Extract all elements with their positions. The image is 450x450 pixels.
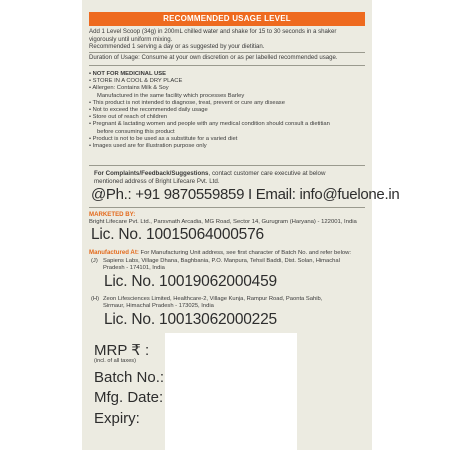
warning-item: before consuming this product xyxy=(97,128,175,135)
warning-item: • This product is not intended to diagnose, treat, prevent or cure any disease xyxy=(89,99,285,106)
unit-tag: (J) xyxy=(91,258,98,264)
manufacturer-note: For Manufacturing Unit address, see first character of Batch No. and refer below: xyxy=(138,250,352,256)
contact-text: , contact customer care executive at below xyxy=(208,170,326,177)
usage-line: vigorously until uniform mixing. xyxy=(89,35,173,43)
usage-line: Add 1 Level Scoop (34g) in 200mL chilled water and shake for 15 to 30 seconds in a shaker xyxy=(89,28,337,35)
usage-header: RECOMMENDED USAGE LEVEL xyxy=(89,12,365,26)
batch-label: Batch No.: xyxy=(94,369,165,386)
contact-text: mentioned address of Bright Lifecare Pvt. Ltd. xyxy=(94,177,220,185)
divider xyxy=(89,165,365,166)
manufacturer-unit xyxy=(91,258,363,272)
mrp-note: (incl. of all taxes) xyxy=(94,358,136,364)
warning-item: • STORE IN A COOL & DRY PLACE xyxy=(89,78,183,85)
warnings-list xyxy=(89,71,367,150)
divider xyxy=(89,207,365,208)
unit-address: Zeon Lifesciences Limited, Healthcare-2, Village Kunja, Rampur Road, Paonta Sahib, xyxy=(103,296,323,302)
contact-info xyxy=(94,170,366,185)
mrp-label: MRP ₹ : xyxy=(94,342,150,359)
marketer-license: Lic. No. 10015064000576 xyxy=(91,226,264,243)
manufactured-at-label: Manufactured At: xyxy=(89,249,139,256)
warning-title: • NOT FOR MEDICINAL USE xyxy=(89,71,166,77)
marketer-address: Bright Lifecare Pvt. Ltd., Parsvnath Arcadia, MG Road, Sector 14, Gurugram (Haryana) - 122001, India xyxy=(89,219,357,225)
usage-line: Recommended 1 serving a day or as suggested by your dietitian. xyxy=(89,43,265,51)
divider xyxy=(89,52,365,53)
unit-license: Lic. No. 10013062000225 xyxy=(104,311,277,328)
unit-license: Lic. No. 10019062000459 xyxy=(104,273,277,290)
warning-item: • Not to exceed the recommended daily usage xyxy=(89,107,208,114)
unit-address: Sirmaur, Himachal Pradesh - 173025, India xyxy=(103,303,214,309)
price-stamp-box xyxy=(165,333,297,450)
contact-title: For Complaints/Feedback/Suggestions xyxy=(94,170,209,177)
unit-address: Sapiens Labs, Village Dhana, Baghbania, P.O. Manpura, Tehsil Baddi, Dist. Solan, Himachal xyxy=(103,258,340,264)
mfg-date-label: Mfg. Date: xyxy=(94,389,164,406)
duration-text: Duration of Usage: Consume at your own discretion or as per labelled recommended usage. xyxy=(89,54,338,61)
divider xyxy=(89,65,365,66)
marketed-by-label: MARKETED BY: xyxy=(89,211,136,218)
warning-item: • Store out of reach of children xyxy=(89,114,168,121)
usage-duration xyxy=(89,54,369,62)
usage-instructions xyxy=(89,28,369,51)
unit-address: Pradesh - 174101, India xyxy=(103,265,165,271)
manufacturer-unit xyxy=(91,296,363,310)
unit-tag: (H) xyxy=(91,296,100,302)
warning-item: • Product is not to be used as a substitute for a varied diet xyxy=(89,135,238,142)
warning-item: • Images used are for illustration purpose only xyxy=(89,143,207,150)
warning-item: Manufactured in the same facility which processes Barley xyxy=(97,92,245,99)
warning-item: • Allergen: Contains Milk & Soy xyxy=(89,85,169,92)
manufacturer-header xyxy=(89,249,369,257)
expiry-label: Expiry: xyxy=(94,410,140,427)
warning-item: • Pregnant & lactating women and people with any medical condition should consult a dietitian xyxy=(89,121,330,128)
phone-email: @Ph.: +91 9870559859 I Email: info@fuelone.in xyxy=(91,186,400,203)
